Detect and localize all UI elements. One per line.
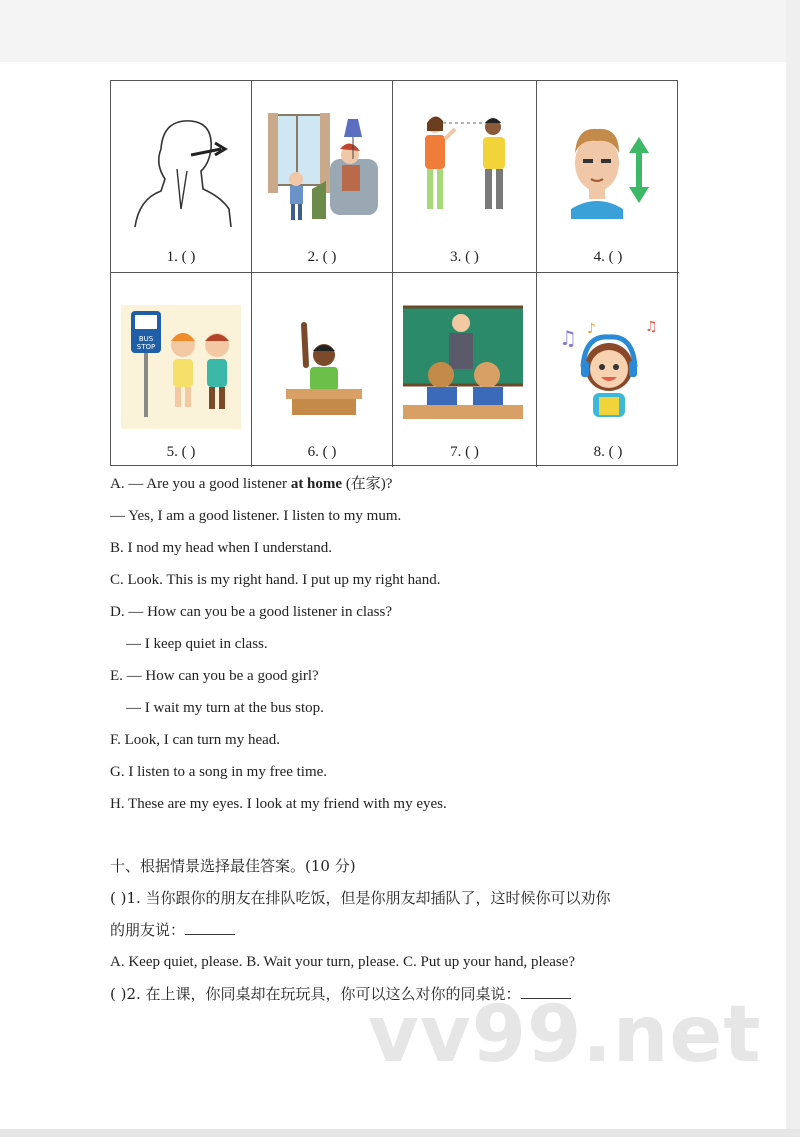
question-1-line-2: 的朋友说： [110, 919, 710, 951]
item-number-5: 5. ( ) [166, 444, 196, 460]
option-c: C. Look. This is my right hand. I put up my right hand. [110, 572, 441, 588]
picture-cell-8 [537, 273, 679, 467]
item-number-3: 3. ( ) [450, 249, 479, 265]
option-d-answer: — I keep quiet in class. [126, 636, 268, 652]
classroom-icon [403, 305, 523, 429]
raise-hand-icon [262, 305, 382, 429]
svg-text:♪: ♪ [587, 321, 596, 337]
page-bottom-edge [0, 1129, 800, 1137]
page-right-edge [786, 0, 800, 1137]
item-number-4: 4. ( ) [593, 249, 623, 265]
picture-grid [110, 80, 678, 466]
svg-text:♫: ♫ [645, 319, 658, 335]
answer-blank-1[interactable] [185, 920, 235, 935]
item-number-6: 6. ( ) [307, 444, 337, 460]
question-1-line-1: ( )1. 当你跟你的朋友在排队吃饭，但是你朋友却插队了，这时候你可以劝你 [110, 889, 611, 907]
option-g: G. I listen to a song in my free time. [110, 764, 328, 780]
question-2: ( )2. 在上课，你同桌却在玩玩具，你可以这么对你的同桌说： [110, 983, 710, 1015]
page-top-margin [0, 0, 800, 62]
picture-cell-1 [111, 81, 252, 273]
svg-text:STOP: STOP [136, 343, 156, 351]
head-turn-icon [121, 109, 241, 233]
picture-cell-3 [393, 81, 537, 273]
svg-text:BUS: BUS [138, 335, 154, 343]
child-listening-mum-icon [262, 109, 382, 233]
option-h: H. These are my eyes. I look at my friend with my eyes. [110, 796, 447, 812]
question-1-choices: A. Keep quiet, please. B. Wait your turn, please. C. Put up your hand, please? [110, 954, 576, 970]
nod-head-icon [547, 109, 667, 233]
watermark: vv99.net [368, 990, 762, 1080]
option-f: F. Look, I can turn my head. [110, 732, 281, 748]
item-number-8: 8. ( ) [593, 444, 623, 460]
picture-cell-7 [393, 273, 537, 467]
music-girl-icon [547, 305, 667, 429]
section-title: 十、根据情景选择最佳答案。(10 分) [110, 857, 356, 875]
item-number-2: 2. ( ) [307, 249, 337, 265]
matching-options [110, 473, 710, 825]
option-a-question: A. — Are you a good listener at home (在家)? [110, 476, 393, 492]
picture-cell-6 [252, 273, 393, 467]
looking-at-friend-icon [403, 109, 523, 233]
picture-cell-2 [252, 81, 393, 273]
option-a-answer: — Yes, I am a good listener. I listen to my mum. [110, 508, 402, 524]
option-b: B. I nod my head when I understand. [110, 540, 333, 556]
option-e-answer: — I wait my turn at the bus stop. [126, 700, 324, 716]
svg-text:♫: ♫ [559, 326, 577, 350]
picture-cell-4 [537, 81, 679, 273]
item-number-7: 7. ( ) [450, 444, 479, 460]
option-e-question: E. — How can you be a good girl? [110, 668, 319, 684]
picture-cell-5 [111, 273, 252, 467]
option-d-question: D. — How can you be a good listener in class? [110, 604, 393, 620]
item-number-1: 1. ( ) [166, 249, 196, 265]
bus-stop-icon [121, 305, 241, 429]
